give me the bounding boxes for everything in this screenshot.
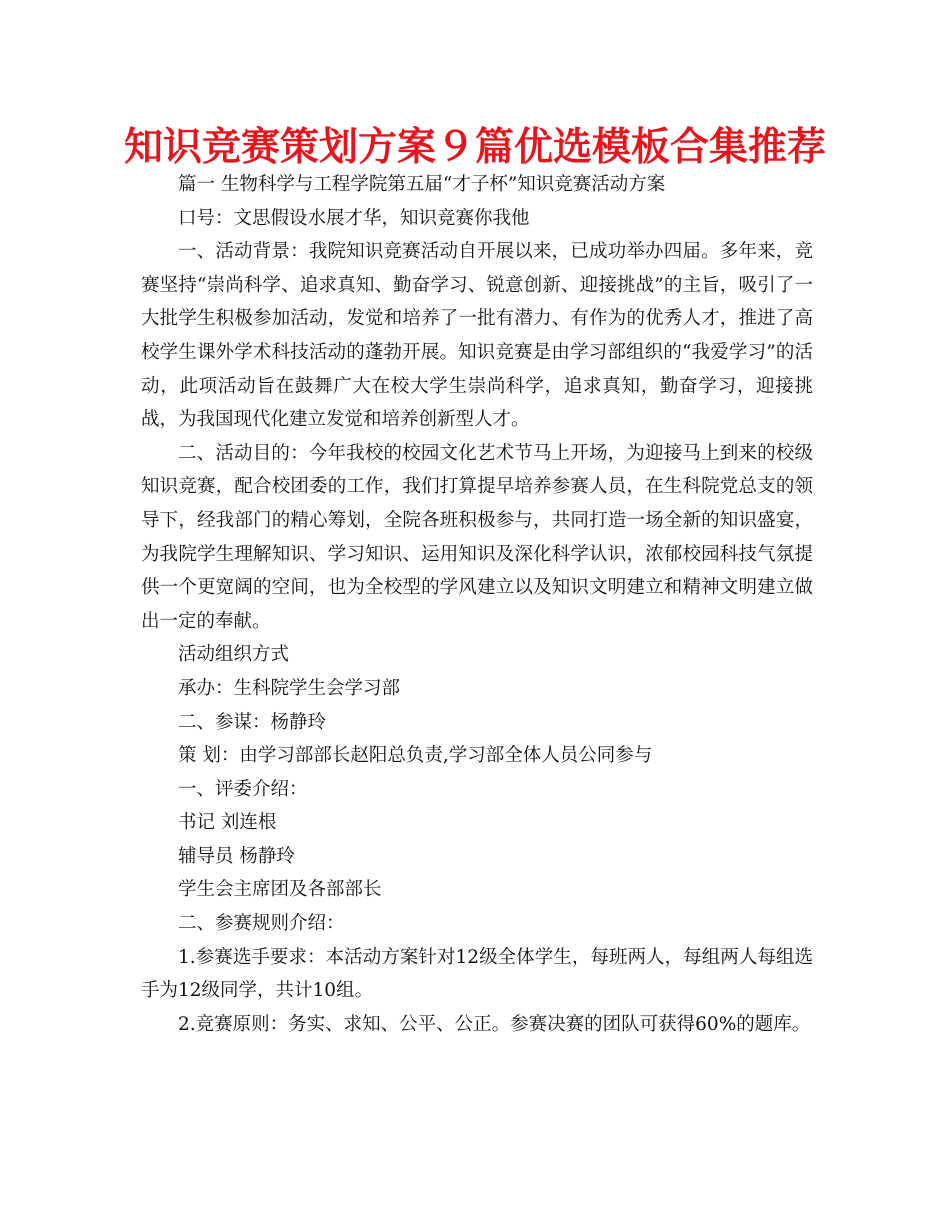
paragraph: 书记 刘连根	[178, 812, 277, 834]
paragraph: 1.参赛选手要求：本活动方案针对12级全体学生，每班两人，每组两人每组选手为12级同学，共计10组。	[141, 946, 813, 1002]
paragraph: 学生会主席团及各部部长	[178, 879, 382, 901]
paragraph: 二、参赛规则介绍：	[178, 913, 345, 935]
paragraph: 辅导员 杨静玲	[178, 845, 295, 867]
paragraph: 一、评委介绍：	[178, 778, 308, 800]
paragraph: 二、活动目的：今年我校的校园文化艺术节马上开场，为迎接马上到来的校级知识竞赛，配合校团委的工作，我们打算提早培养参赛人员，在生科院党总支的领导下，经我部门的精心筹划，全院各班积极参与，共同打造一场全新的知识盛宴，为我院学生理解知识、学习知识、运用知识及深化科学认识，浓郁校园科技气氛提供一个更宽阔的空间，也为全校型的学风建立以及知识文明建立和精神文明建立做出一定的奉献。	[141, 442, 813, 632]
paragraph: 2.竞赛原则：务实、求知、公平、公正。参赛决赛的团队可获得60%的题库。	[178, 1013, 811, 1035]
document-body	[141, 168, 813, 1041]
document-title: 知识竞赛策划方案９篇优选模板合集推荐	[123, 125, 826, 170]
paragraph: 承办：生科院学生会学习部	[178, 677, 401, 699]
paragraph: 活动组织方式	[178, 644, 290, 666]
paragraph: 一、活动背景：我院知识竞赛活动自开展以来，已成功举办四届。多年来，竞赛坚持“崇尚科学、追求真知、勤奋学习、锐意创新、迎接挑战”的主旨，吸引了一大批学生积极参加活动，发觉和培养了一批有潜力、有作为的优秀人才，推进了高校学生课外学术科技活动的蓬勃开展。知识竞赛是由学习部组织的“我爱学习”的活动，此项活动旨在鼓舞广大在校大学生崇尚科学，追求真知，勤奋学习，迎接挑战，为我国现代化建立发觉和培养创新型人才。	[141, 241, 813, 431]
paragraph: 口号：文思假设水展才华，知识竞赛你我他	[178, 207, 530, 229]
paragraph: 策 划：由学习部部长赵阳总负责,学习部全体人员公同参与	[178, 745, 653, 767]
paragraph: 二、参谋：杨静玲	[178, 711, 327, 733]
paragraph: 篇一 生物科学与工程学院第五届“才子杯”知识竞赛活动方案	[178, 174, 666, 195]
